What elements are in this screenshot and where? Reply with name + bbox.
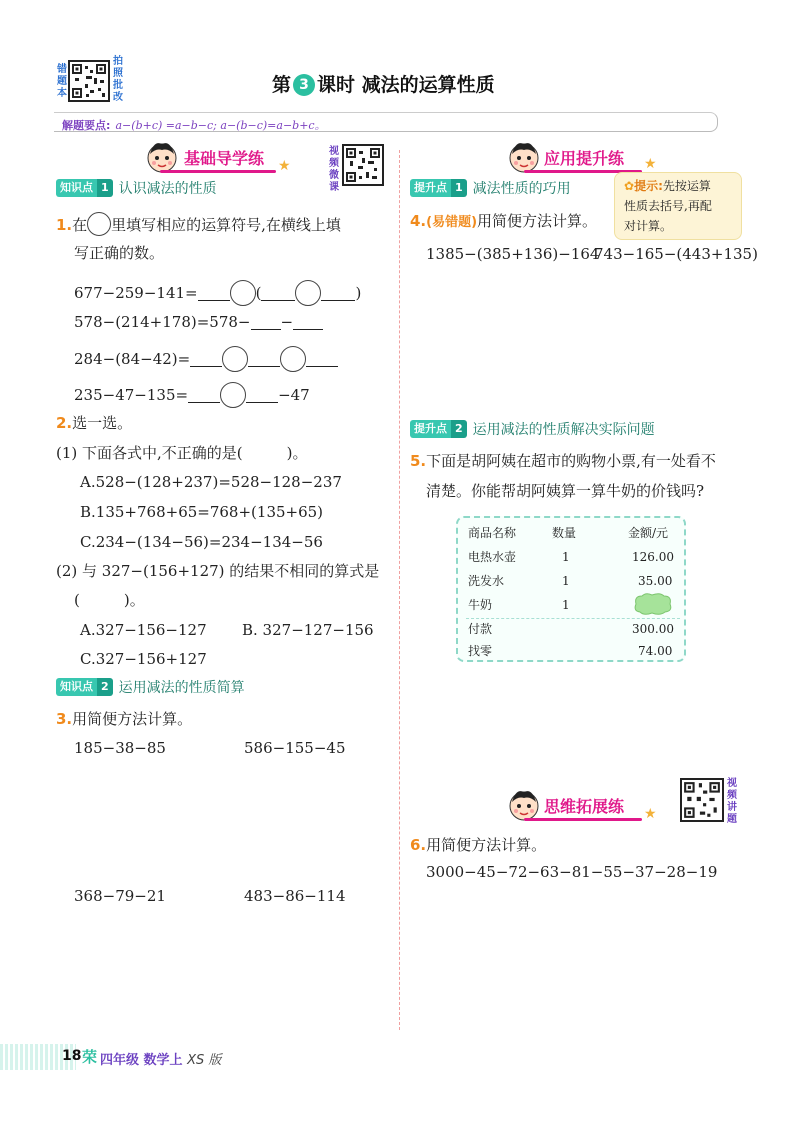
q4-expression-1: 1385−(385+136)−164 — [426, 245, 600, 263]
solving-tip: 解题要点: a−(b+c) =a−b−c; a−(b−c)=a−b+c。 — [62, 119, 326, 132]
option-1b[interactable]: B.135+768+65=768+(135+65) — [80, 503, 324, 521]
knowledge-point-2: 知识点 2 运用减法的性质简算 — [56, 678, 245, 696]
answer-blank[interactable] — [293, 314, 323, 330]
section-title-basic: 基础导学练 — [184, 149, 265, 168]
lightbulb-icon: ✿ — [624, 179, 635, 193]
qr-video-label: 视频微课 — [329, 146, 339, 193]
brand-logo: 荣 — [82, 1048, 98, 1066]
section-underline — [160, 170, 276, 173]
question-2-part-1: (1) 下面各式中,不正确的是( )。 — [56, 444, 308, 462]
page-number: 18 — [62, 1048, 82, 1064]
qr-explain-label: 视频讲题 — [727, 778, 737, 825]
question-5: 5.下面是胡阿姨在超市的购物小票,有一处看不 — [410, 452, 716, 470]
section-underline — [524, 818, 642, 821]
answer-blank[interactable] — [306, 351, 338, 367]
answer-blank[interactable] — [251, 314, 281, 330]
q3-expression-1: 185−38−85 — [74, 739, 166, 757]
column-divider — [399, 150, 400, 1030]
receipt-row: 牛奶 1 — [468, 594, 678, 616]
operator-circle[interactable] — [220, 382, 246, 408]
option-1a[interactable]: A.528−(128+237)=528−128−237 — [80, 473, 342, 491]
qr-pattern-icon — [344, 146, 382, 184]
option-2c[interactable]: C.327−156+127 — [80, 650, 207, 668]
q3-expression-2: 586−155−45 — [244, 739, 346, 757]
answer-blank[interactable] — [188, 387, 220, 403]
shopping-receipt — [456, 516, 686, 662]
question-2-part-2-answer: ( )。 — [74, 591, 145, 609]
receipt-header: 商品名称 数量 金额/元 — [468, 526, 669, 540]
hint-line-2: 性质去括号,再配 — [624, 199, 712, 213]
equation-4: 235−47−135= −47 — [74, 382, 310, 408]
operator-circle[interactable] — [295, 280, 321, 306]
equation-2: 578−(214+178)=578− − — [74, 312, 323, 332]
answer-blank[interactable] — [246, 387, 278, 403]
star-icon: ★ — [644, 806, 657, 822]
option-2b[interactable]: B. 327−127−156 — [242, 621, 374, 639]
answer-blank[interactable] — [248, 351, 280, 367]
star-icon: ★ — [278, 158, 291, 174]
answer-blank[interactable] — [321, 285, 355, 301]
qr-pattern-icon — [682, 780, 722, 820]
operator-circle[interactable] — [280, 346, 306, 372]
qr-code-video-explain[interactable] — [680, 778, 724, 822]
question-3: 3.用简便方法计算。 — [56, 710, 193, 728]
qr-right-label: 拍照批改 — [113, 56, 123, 103]
qr-code-video-lesson[interactable] — [342, 144, 384, 186]
book-info: 四年级 数学上 XS 版 — [100, 1053, 222, 1068]
answer-blank[interactable] — [198, 285, 230, 301]
upgrade-point-1: 提升点 1 减法性质的巧用 — [410, 179, 571, 197]
knowledge-point-1: 知识点 1 认识减法的性质 — [56, 179, 217, 197]
question-4: 4.(易错题)用简便方法计算。 — [410, 212, 598, 230]
receipt-row: 电热水壶 1 126.00 — [468, 550, 674, 564]
receipt-paid: 付款 300.00 — [468, 622, 674, 636]
operator-circle[interactable] — [230, 280, 256, 306]
operator-circle-example — [87, 212, 111, 236]
question-1: 1.在 里填写相应的运算符号,在横线上填 — [56, 212, 341, 236]
question-2-part-2: (2) 与 327−(156+127) 的结果不相同的算式是 — [56, 562, 380, 580]
equation-1: 677−259−141= ( ) — [74, 280, 361, 306]
qr-left-label: 错题本 — [57, 64, 67, 99]
q3-expression-4: 483−86−114 — [244, 887, 346, 905]
option-1c[interactable]: C.234−(134−56)=234−134−56 — [80, 533, 323, 551]
answer-blank[interactable] — [190, 351, 222, 367]
lesson-number-badge: 3 — [293, 74, 315, 96]
question-5-line2: 清楚。你能帮胡阿姨算一算牛奶的价钱吗? — [426, 482, 705, 500]
hint-line-1: ✿提示:先按运算 — [624, 179, 711, 193]
operator-circle[interactable] — [222, 346, 248, 372]
section-title-thinking: 思维拓展练 — [544, 797, 625, 816]
q6-expression: 3000−45−72−63−81−55−37−28−19 — [426, 863, 718, 881]
option-2a[interactable]: A.327−156−127 — [80, 621, 207, 639]
upgrade-point-2: 提升点 2 运用减法的性质解决实际问题 — [410, 420, 655, 438]
section-title-advanced: 应用提升练 — [544, 149, 625, 168]
answer-blank[interactable] — [261, 285, 295, 301]
star-icon: ★ — [644, 156, 657, 172]
qr-pattern-icon — [70, 62, 108, 100]
receipt-change: 找零 74.00 — [468, 644, 673, 658]
page-title: 第 3 课时 减法的运算性质 — [272, 74, 495, 96]
question-2: 2.选一选。 — [56, 414, 133, 432]
q3-expression-3: 368−79−21 — [74, 887, 166, 905]
question-1-line2: 写正确的数。 — [74, 244, 165, 262]
equation-3: 284−(84−42)= — [74, 346, 338, 372]
hint-line-3: 对计算。 — [624, 219, 673, 233]
qr-code-mistakes[interactable] — [68, 60, 110, 102]
q4-expression-2: 743−165−(443+135) — [594, 245, 758, 263]
receipt-row: 洗发水 1 35.00 — [468, 574, 673, 588]
question-6: 6.用简便方法计算。 — [410, 836, 547, 854]
